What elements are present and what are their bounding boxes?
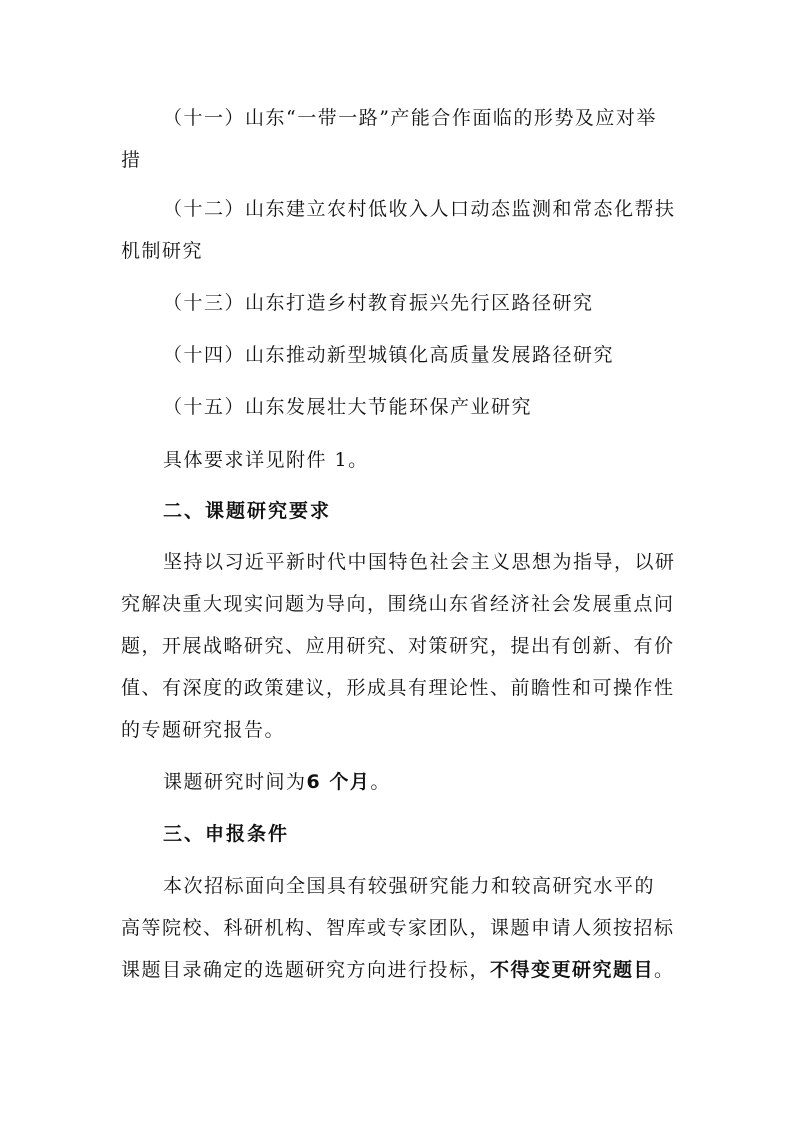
section-3-para-line-3 bbox=[121, 958, 675, 982]
item-11-line-1: （十一）山东“一带一路”产能合作面临的形势及应对举 bbox=[163, 107, 657, 129]
item-12-line-2: 机制研究 bbox=[121, 240, 204, 262]
section-2-para-line-5: 的专题研究报告。 bbox=[121, 719, 286, 741]
section-2-heading: 二、课题研究要求 bbox=[163, 500, 332, 522]
item-15: （十五）山东发展壮大节能环保产业研究 bbox=[163, 396, 533, 418]
item-14: （十四）山东推动新型城镇化高质量发展路径研究 bbox=[163, 344, 615, 366]
section-2-para-line-4: 值、有深度的政策建议，形成具有理论性、前瞻性和可操作性 bbox=[121, 677, 675, 699]
section-3-last-prefix: 课题目录确定的选题研究方向进行投标， bbox=[121, 959, 491, 981]
item-11-line-2: 措 bbox=[121, 149, 142, 171]
section-2-para-line-2: 究解决重大现实问题为导向，围绕山东省经济社会发展重点问 bbox=[121, 593, 675, 615]
section-3-para-line-1: 本次招标面向全国具有较强研究能力和较高研究水平的 bbox=[163, 875, 656, 897]
section-3-last-suffix: 。 bbox=[654, 959, 675, 981]
duration-suffix: 。 bbox=[370, 771, 391, 793]
section-3-para-line-2: 高等院校、科研机构、智库或专家团队，课题申请人须按招标 bbox=[121, 917, 675, 939]
section-2-para-line-1: 坚持以习近平新时代中国特色社会主义思想为指导，以研 bbox=[163, 551, 676, 573]
duration-prefix: 课题研究时间为 bbox=[163, 771, 307, 793]
section-2-para-line-3: 题，开展战略研究、应用研究、对策研究，提出有创新、有价 bbox=[121, 635, 675, 657]
item-13: （十三）山东打造乡村教育振兴先行区路径研究 bbox=[163, 292, 594, 314]
duration-value: 6 个月 bbox=[306, 771, 371, 793]
section-3-emphasis: 不得变更研究题目 bbox=[490, 959, 655, 981]
details-note: 具体要求详见附件 1。 bbox=[163, 449, 369, 471]
duration-line bbox=[163, 770, 391, 794]
section-3-heading: 三、申报条件 bbox=[163, 823, 290, 845]
item-12-line-1: （十二）山东建立农村低收入人口动态监测和常态化帮扶 bbox=[163, 198, 676, 220]
